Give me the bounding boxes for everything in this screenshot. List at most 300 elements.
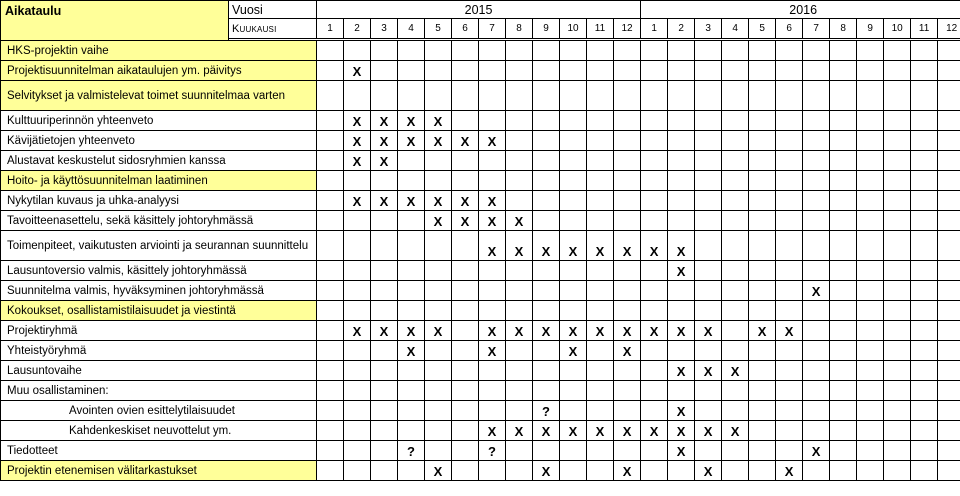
month-mark-cell <box>722 131 749 151</box>
month-mark-cell <box>425 61 452 81</box>
month-mark-cell: X <box>614 231 641 261</box>
month-mark-cell <box>641 361 668 381</box>
month-mark-cell <box>668 301 695 321</box>
kuukausi-label <box>229 19 317 39</box>
month-mark-cell <box>803 41 830 61</box>
month-mark-cell <box>587 191 614 211</box>
month-cell: 8 <box>506 19 533 39</box>
month-mark-cell <box>776 301 803 321</box>
month-mark-cell <box>938 131 960 151</box>
month-mark-cell <box>857 191 884 211</box>
month-mark-cell <box>317 61 344 81</box>
month-mark-cell: X <box>560 341 587 361</box>
month-mark-cell <box>614 381 641 401</box>
month-mark-cell: X <box>506 321 533 341</box>
month-mark-cell <box>776 131 803 151</box>
month-mark-cell <box>722 211 749 231</box>
month-mark-cell <box>803 261 830 281</box>
schedule-row <box>1 381 960 401</box>
month-mark-cell <box>749 61 776 81</box>
month-mark-cell <box>776 361 803 381</box>
month-mark-cell <box>938 281 960 301</box>
month-mark-cell <box>695 381 722 401</box>
month-mark-cell: X <box>371 151 398 171</box>
month-mark-cell <box>749 81 776 111</box>
month-mark-cell <box>398 151 425 171</box>
month-mark-cell <box>911 231 938 261</box>
row-label: Hoito- ja käyttösuunnitelman laatiminen <box>1 171 317 191</box>
month-mark-cell <box>452 261 479 281</box>
month-mark-cell <box>506 111 533 131</box>
month-mark-cell <box>641 171 668 191</box>
month-cell: 2 <box>344 19 371 39</box>
month-mark-cell <box>911 111 938 131</box>
month-mark-cell <box>668 61 695 81</box>
month-mark-cell <box>371 301 398 321</box>
month-mark-cell <box>695 111 722 131</box>
month-mark-cell <box>344 231 371 261</box>
month-mark-cell <box>695 151 722 171</box>
month-mark-cell: X <box>398 131 425 151</box>
month-mark-cell <box>317 231 344 261</box>
month-mark-cell <box>884 421 911 441</box>
month-mark-cell <box>722 111 749 131</box>
month-mark-cell <box>452 321 479 341</box>
month-mark-cell <box>506 171 533 191</box>
month-mark-cell <box>695 301 722 321</box>
month-mark-cell <box>560 111 587 131</box>
month-mark-cell <box>830 151 857 171</box>
month-mark-cell <box>776 261 803 281</box>
month-mark-cell <box>749 461 776 481</box>
month-mark-cell <box>317 321 344 341</box>
month-mark-cell <box>371 211 398 231</box>
month-mark-cell <box>317 111 344 131</box>
month-mark-cell: X <box>668 321 695 341</box>
month-mark-cell <box>830 131 857 151</box>
month-mark-cell <box>911 441 938 461</box>
month-mark-cell: X <box>344 131 371 151</box>
month-mark-cell: X <box>479 341 506 361</box>
month-mark-cell <box>371 401 398 421</box>
month-mark-cell <box>938 401 960 421</box>
month-mark-cell <box>749 131 776 151</box>
month-mark-cell <box>911 41 938 61</box>
month-mark-cell: X <box>695 321 722 341</box>
month-mark-cell <box>749 41 776 61</box>
month-mark-cell <box>857 231 884 261</box>
month-mark-cell: X <box>668 421 695 441</box>
month-mark-cell <box>830 281 857 301</box>
month-mark-cell <box>560 281 587 301</box>
month-mark-cell <box>695 231 722 261</box>
schedule-row <box>1 321 960 341</box>
month-mark-cell <box>641 381 668 401</box>
month-mark-cell <box>533 341 560 361</box>
schedule-row <box>1 421 960 441</box>
month-mark-cell <box>533 211 560 231</box>
month-mark-cell <box>884 381 911 401</box>
month-mark-cell <box>425 301 452 321</box>
schedule-row <box>1 111 960 131</box>
month-mark-cell: X <box>614 341 641 361</box>
month-mark-cell <box>857 401 884 421</box>
month-mark-cell <box>452 61 479 81</box>
month-mark-cell <box>749 111 776 131</box>
month-mark-cell <box>803 321 830 341</box>
month-mark-cell: X <box>587 231 614 261</box>
month-mark-cell <box>506 61 533 81</box>
month-mark-cell <box>425 171 452 191</box>
month-mark-cell <box>749 211 776 231</box>
month-mark-cell <box>452 111 479 131</box>
month-mark-cell <box>344 401 371 421</box>
month-mark-cell <box>803 61 830 81</box>
month-mark-cell <box>884 281 911 301</box>
month-mark-cell <box>938 191 960 211</box>
month-mark-cell <box>911 381 938 401</box>
month-mark-cell <box>722 81 749 111</box>
month-mark-cell: X <box>803 441 830 461</box>
month-mark-cell <box>830 341 857 361</box>
month-mark-cell: X <box>560 321 587 341</box>
month-mark-cell <box>695 401 722 421</box>
month-mark-cell <box>398 261 425 281</box>
month-mark-cell <box>533 171 560 191</box>
month-mark-cell <box>506 401 533 421</box>
month-mark-cell <box>911 461 938 481</box>
month-mark-cell: X <box>425 211 452 231</box>
month-mark-cell <box>425 231 452 261</box>
month-mark-cell <box>884 41 911 61</box>
row-label: Lausuntoversio valmis, käsittely johtoryhmässä <box>1 261 317 281</box>
month-mark-cell <box>398 61 425 81</box>
month-mark-cell <box>560 461 587 481</box>
month-mark-cell: X <box>371 321 398 341</box>
month-mark-cell <box>830 231 857 261</box>
month-mark-cell <box>722 231 749 261</box>
month-mark-cell <box>803 421 830 441</box>
month-mark-cell <box>641 111 668 131</box>
month-mark-cell <box>614 301 641 321</box>
month-mark-cell <box>317 281 344 301</box>
month-cell: 6 <box>776 19 803 39</box>
month-mark-cell <box>614 61 641 81</box>
month-mark-cell: X <box>587 421 614 441</box>
month-mark-cell <box>614 151 641 171</box>
month-mark-cell: X <box>344 61 371 81</box>
month-mark-cell: X <box>587 321 614 341</box>
month-mark-cell <box>938 341 960 361</box>
month-mark-cell <box>614 211 641 231</box>
month-mark-cell: ? <box>398 441 425 461</box>
row-label: Alustavat keskustelut sidosryhmien kanssa <box>1 151 317 171</box>
vuosi-label: Vuosi <box>229 1 317 19</box>
month-cell: 2 <box>668 19 695 39</box>
month-mark-cell <box>884 61 911 81</box>
month-mark-cell <box>614 441 641 461</box>
month-mark-cell <box>695 81 722 111</box>
month-mark-cell <box>776 151 803 171</box>
month-mark-cell <box>533 131 560 151</box>
month-mark-cell <box>641 61 668 81</box>
month-cell: 11 <box>911 19 938 39</box>
month-mark-cell <box>830 211 857 231</box>
month-mark-cell <box>668 111 695 131</box>
month-mark-cell <box>641 341 668 361</box>
month-mark-cell <box>938 321 960 341</box>
month-mark-cell <box>884 361 911 381</box>
month-mark-cell <box>560 151 587 171</box>
month-mark-cell <box>803 81 830 111</box>
month-cell: 7 <box>803 19 830 39</box>
month-mark-cell <box>911 81 938 111</box>
month-mark-cell <box>344 281 371 301</box>
month-cell: 12 <box>614 19 641 39</box>
month-mark-cell <box>803 361 830 381</box>
row-label: Selvitykset ja valmistelevat toimet suunnitelmaa varten <box>1 81 317 111</box>
month-mark-cell <box>425 421 452 441</box>
month-mark-cell <box>560 301 587 321</box>
month-mark-cell <box>371 61 398 81</box>
row-label: Kulttuuriperinnön yhteenveto <box>1 111 317 131</box>
month-mark-cell <box>695 61 722 81</box>
schedule-title: Aikataulu <box>1 1 229 41</box>
month-mark-cell <box>911 401 938 421</box>
schedule-row <box>1 41 960 61</box>
month-mark-cell <box>776 171 803 191</box>
month-mark-cell <box>479 111 506 131</box>
month-mark-cell: X <box>344 151 371 171</box>
month-mark-cell <box>398 281 425 301</box>
month-mark-cell <box>641 261 668 281</box>
month-mark-cell: X <box>344 191 371 211</box>
month-mark-cell <box>452 81 479 111</box>
month-mark-cell: X <box>479 321 506 341</box>
month-mark-cell: X <box>533 461 560 481</box>
month-mark-cell <box>911 211 938 231</box>
month-mark-cell <box>641 301 668 321</box>
month-mark-cell: X <box>452 211 479 231</box>
month-mark-cell <box>344 301 371 321</box>
month-mark-cell <box>506 81 533 111</box>
month-mark-cell <box>560 441 587 461</box>
month-mark-cell <box>857 81 884 111</box>
month-mark-cell <box>857 61 884 81</box>
month-mark-cell <box>344 81 371 111</box>
row-label: Kävijätietojen yhteenveto <box>1 131 317 151</box>
month-mark-cell: X <box>398 321 425 341</box>
month-mark-cell <box>560 131 587 151</box>
month-mark-cell <box>533 151 560 171</box>
month-mark-cell <box>695 131 722 151</box>
month-mark-cell <box>587 441 614 461</box>
schedule-row <box>1 131 960 151</box>
month-mark-cell: X <box>668 441 695 461</box>
month-mark-cell <box>830 321 857 341</box>
month-mark-cell <box>722 441 749 461</box>
month-mark-cell <box>641 131 668 151</box>
month-mark-cell <box>884 131 911 151</box>
month-mark-cell <box>425 81 452 111</box>
month-mark-cell <box>587 381 614 401</box>
row-label: Projektisuunnitelman aikataulujen ym. päivitys <box>1 61 317 81</box>
month-mark-cell: X <box>614 461 641 481</box>
month-mark-cell: X <box>614 421 641 441</box>
month-mark-cell <box>560 211 587 231</box>
month-mark-cell <box>641 151 668 171</box>
month-mark-cell <box>722 41 749 61</box>
month-mark-cell <box>317 461 344 481</box>
month-mark-cell <box>803 171 830 191</box>
month-mark-cell <box>776 381 803 401</box>
month-mark-cell: X <box>425 131 452 151</box>
month-cell: 5 <box>425 19 452 39</box>
month-mark-cell <box>722 321 749 341</box>
month-mark-cell <box>317 171 344 191</box>
month-mark-cell <box>398 171 425 191</box>
month-mark-cell <box>749 191 776 211</box>
month-mark-cell: X <box>668 261 695 281</box>
month-mark-cell <box>938 361 960 381</box>
month-mark-cell: X <box>668 231 695 261</box>
month-mark-cell <box>587 111 614 131</box>
month-mark-cell <box>776 81 803 111</box>
month-mark-cell <box>533 191 560 211</box>
month-cell: 3 <box>371 19 398 39</box>
month-mark-cell <box>830 421 857 441</box>
month-cell: 5 <box>749 19 776 39</box>
month-mark-cell <box>749 151 776 171</box>
month-mark-cell: X <box>344 111 371 131</box>
month-mark-cell <box>614 281 641 301</box>
month-mark-cell <box>830 401 857 421</box>
month-mark-cell <box>857 281 884 301</box>
month-mark-cell <box>830 171 857 191</box>
month-mark-cell <box>884 211 911 231</box>
month-mark-cell <box>668 151 695 171</box>
month-mark-cell <box>641 41 668 61</box>
month-mark-cell <box>695 191 722 211</box>
month-mark-cell <box>506 461 533 481</box>
month-mark-cell <box>479 301 506 321</box>
month-mark-cell <box>587 301 614 321</box>
month-cell: 10 <box>884 19 911 39</box>
month-mark-cell: X <box>776 461 803 481</box>
month-mark-cell <box>695 341 722 361</box>
month-mark-cell <box>668 381 695 401</box>
month-mark-cell: X <box>425 191 452 211</box>
schedule-row <box>1 301 960 321</box>
month-mark-cell <box>371 281 398 301</box>
month-mark-cell <box>938 301 960 321</box>
month-mark-cell <box>506 381 533 401</box>
month-mark-cell <box>506 281 533 301</box>
month-mark-cell <box>533 61 560 81</box>
month-mark-cell <box>425 261 452 281</box>
month-mark-cell <box>695 171 722 191</box>
month-mark-cell <box>560 191 587 211</box>
month-mark-cell <box>884 81 911 111</box>
schedule-row <box>1 211 960 231</box>
month-mark-cell <box>641 211 668 231</box>
schedule-row <box>1 361 960 381</box>
month-mark-cell <box>830 301 857 321</box>
month-mark-cell <box>830 81 857 111</box>
month-mark-cell: X <box>479 191 506 211</box>
month-mark-cell <box>344 421 371 441</box>
month-mark-cell: X <box>533 231 560 261</box>
month-mark-cell: X <box>506 231 533 261</box>
month-mark-cell <box>317 211 344 231</box>
month-mark-cell <box>317 261 344 281</box>
month-mark-cell <box>506 361 533 381</box>
month-mark-cell <box>830 461 857 481</box>
month-mark-cell: X <box>668 361 695 381</box>
month-mark-cell: X <box>803 281 830 301</box>
month-mark-cell <box>452 301 479 321</box>
month-mark-cell <box>479 461 506 481</box>
month-mark-cell <box>506 191 533 211</box>
month-mark-cell <box>479 261 506 281</box>
month-mark-cell <box>722 171 749 191</box>
month-mark-cell <box>911 341 938 361</box>
month-mark-cell <box>614 81 641 111</box>
month-mark-cell <box>803 231 830 261</box>
year-2015: 2015 <box>317 1 641 19</box>
row-label: HKS-projektin vaihe <box>1 41 317 61</box>
month-mark-cell <box>533 281 560 301</box>
month-mark-cell <box>938 421 960 441</box>
month-cell: 4 <box>722 19 749 39</box>
month-mark-cell <box>668 191 695 211</box>
month-cell: 1 <box>641 19 668 39</box>
month-mark-cell <box>371 171 398 191</box>
month-mark-cell <box>587 261 614 281</box>
month-mark-cell <box>722 401 749 421</box>
month-mark-cell <box>830 41 857 61</box>
row-label: Projektin etenemisen välitarkastukset <box>1 461 317 481</box>
month-mark-cell <box>398 81 425 111</box>
month-mark-cell <box>425 361 452 381</box>
month-mark-cell <box>911 321 938 341</box>
month-mark-cell <box>857 441 884 461</box>
year-2016: 2016 <box>641 1 960 19</box>
month-mark-cell <box>857 461 884 481</box>
month-mark-cell <box>938 81 960 111</box>
month-mark-cell <box>533 381 560 401</box>
month-mark-cell <box>506 151 533 171</box>
month-mark-cell <box>938 41 960 61</box>
month-mark-cell <box>722 301 749 321</box>
kuukausi-text: Kuukausi <box>232 22 277 35</box>
month-mark-cell <box>371 341 398 361</box>
month-mark-cell: X <box>398 191 425 211</box>
month-mark-cell <box>641 191 668 211</box>
month-mark-cell <box>587 41 614 61</box>
schedule-row <box>1 191 960 211</box>
month-mark-cell <box>425 381 452 401</box>
month-mark-cell <box>317 301 344 321</box>
month-mark-cell <box>398 381 425 401</box>
month-mark-cell <box>479 41 506 61</box>
month-mark-cell <box>884 111 911 131</box>
month-mark-cell <box>938 381 960 401</box>
month-mark-cell <box>452 41 479 61</box>
header-row-year <box>1 1 960 19</box>
month-mark-cell <box>830 261 857 281</box>
month-mark-cell <box>668 41 695 61</box>
